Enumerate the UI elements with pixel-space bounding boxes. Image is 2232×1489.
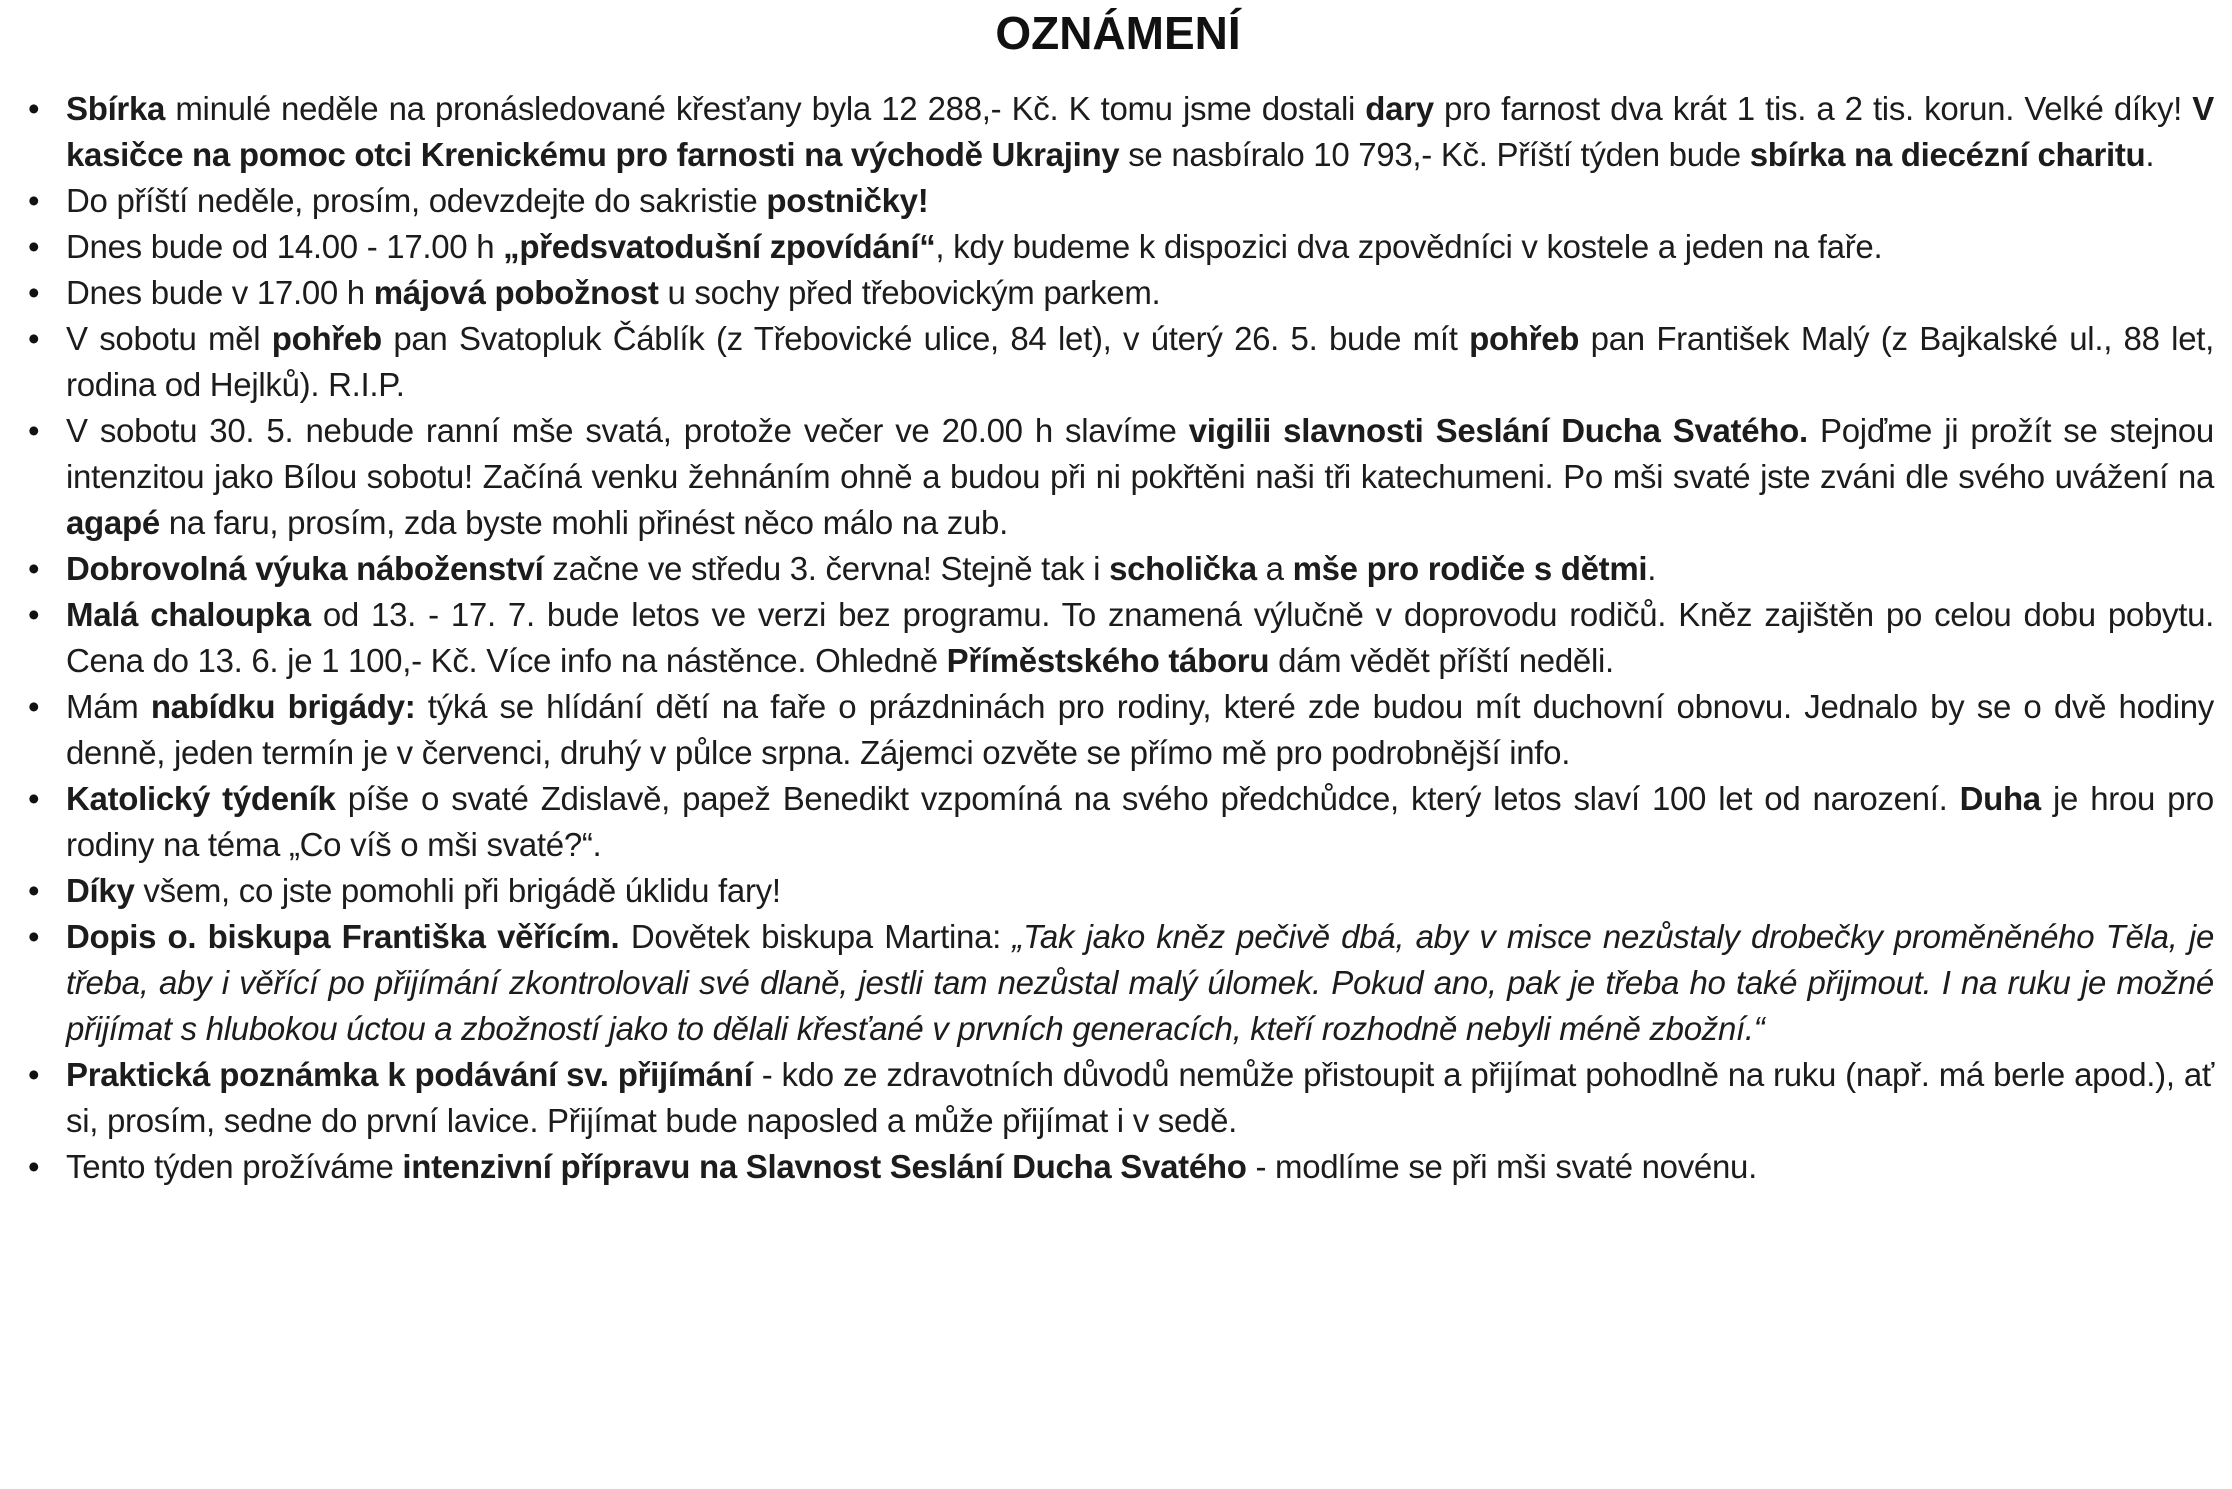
announcement-text: je hrou pro rodiny na téma „Co víš o mši svaté?“. xyxy=(66,780,2214,863)
announcement-item xyxy=(66,408,2214,546)
announcement-item xyxy=(66,776,2214,868)
announcement-text: - kdo ze zdravotních důvodů nemůže přistoupit a přijímat pohodlně na ruku (např. má berle apod.), ať si, prosím, sedne do první lavice. Přijímat bude naposled a může přijímat i v sedě. xyxy=(66,1056,2214,1139)
announcement-text: , kdy budeme k dispozici dva zpovědníci v kostele a jeden na faře. xyxy=(935,228,1883,265)
announcement-emphasis: májová pobožnost xyxy=(373,274,659,311)
announcement-item xyxy=(66,592,2214,684)
announcement-list xyxy=(22,86,2214,1190)
announcement-item xyxy=(66,868,2214,914)
announcement-text: . xyxy=(2145,136,2155,173)
announcement-emphasis: Díky xyxy=(66,872,135,909)
announcement-emphasis: scholička xyxy=(1109,550,1257,587)
announcement-emphasis: agapé xyxy=(66,504,160,541)
announcement-text: Mám xyxy=(66,688,151,725)
announcement-text: pan Svatopluk Čáblík (z Třebovické ulice, 84 let), v úterý 26. 5. bude mít xyxy=(381,320,1470,357)
announcement-text: . xyxy=(1647,550,1657,587)
announcement-item xyxy=(66,914,2214,1052)
announcement-text: se nasbíralo 10 793,- Kč. Příští týden bude xyxy=(1119,136,1750,173)
announcement-text: Tento týden prožíváme xyxy=(66,1148,403,1185)
announcement-text: u sochy před třebovickým parkem. xyxy=(658,274,1161,311)
announcement-text: všem, co jste pomohli při brigádě úklidu fary! xyxy=(134,872,781,909)
announcement-emphasis: dary xyxy=(1365,90,1434,127)
announcement-item xyxy=(66,270,2214,316)
announcement-text: Do příští neděle, prosím, odevzdejte do sakristie xyxy=(66,182,767,219)
announcement-text: a xyxy=(1256,550,1293,587)
announcement-emphasis: „předsvatodušní zpovídání“ xyxy=(503,228,936,265)
announcement-item xyxy=(66,178,2214,224)
announcement-emphasis: pohřeb xyxy=(1469,320,1580,357)
announcement-text: Pojďme ji prožít se stejnou intenzitou jako Bílou sobotu! Začíná venku žehnáním ohně a budou při ni pokřtěni naši tři katechumeni. Po mši svaté jste zváni dle svého uvážení na xyxy=(66,412,2214,495)
announcement-emphasis: mše pro rodiče s dětmi xyxy=(1292,550,1648,587)
announcement-emphasis: Praktická poznámka k podávání sv. přijímání xyxy=(66,1056,753,1093)
announcement-text: pan František Malý (z Bajkalské ul., 88 let, rodina od Hejlků). R.I.P. xyxy=(66,320,2214,403)
announcement-item xyxy=(66,316,2214,408)
announcement-item xyxy=(66,86,2214,178)
announcement-quote: „Tak jako kněz pečivě dbá, aby v misce nezůstaly drobečky proměněného Těla, je třeba, aby i věřící po přijímání zkontrolovali své dlaně, jestli tam nezůstal malý úlomek. Pokud ano, pak je třeba ho také přijmout. I na ruku je možné přijímat s hlubokou úctou a zbožností jako to dělali křesťané v prvních generacích, kteří rozhodně nebyli méně zbožní.“ xyxy=(66,918,2214,1047)
announcement-text: na faru, prosím, zda byste mohli přinést něco málo na zub. xyxy=(159,504,1008,541)
announcement-text: - modlíme se při mši svaté novénu. xyxy=(1246,1148,1757,1185)
announcement-emphasis: vigilii slavnosti Seslání Ducha Svatého. xyxy=(1188,412,1808,449)
announcement-text: píše o svaté Zdislavě, papež Benedikt vzpomíná na svého předchůdce, který letos slaví 100 let od narození. xyxy=(335,780,1960,817)
page-title: OZNÁMENÍ xyxy=(995,7,1241,59)
announcement-text: začne ve středu 3. června! Stejně tak i xyxy=(543,550,1110,587)
announcement-text: Dnes bude od 14.00 - 17.00 h xyxy=(66,228,504,265)
announcement-text: minulé neděle na pronásledované křesťany byla 12 288,- Kč. K tomu jsme dostali xyxy=(165,90,1366,127)
announcement-emphasis: intenzivní přípravu na Slavnost Seslání Ducha Svatého xyxy=(402,1148,1247,1185)
announcement-text: Dnes bude v 17.00 h xyxy=(66,274,374,311)
announcement-text: Dovětek biskupa Martina: xyxy=(619,918,1013,955)
announcement-emphasis: pohřeb xyxy=(271,320,382,357)
announcement-emphasis: sbírka na diecézní charitu xyxy=(1749,136,2146,173)
announcement-item xyxy=(66,546,2214,592)
announcement-emphasis: Příměstského táboru xyxy=(946,642,1270,679)
announcement-emphasis: Malá chaloupka xyxy=(66,596,311,633)
announcement-text: V sobotu měl xyxy=(66,320,272,357)
announcement-emphasis: Duha xyxy=(1959,780,2041,817)
announcement-emphasis: V kasičce na pomoc otci Krenickému pro farnosti na východě Ukrajiny xyxy=(66,90,2214,173)
announcement-text: dám vědět příští neděli. xyxy=(1269,642,1614,679)
announcement-item xyxy=(66,684,2214,776)
announcement-emphasis: postničky! xyxy=(766,182,929,219)
announcement-emphasis: Katolický týdeník xyxy=(66,780,336,817)
announcement-emphasis: Sbírka xyxy=(66,90,166,127)
announcement-item xyxy=(66,224,2214,270)
announcement-text: V sobotu 30. 5. nebude ranní mše svatá, protože večer ve 20.00 h slavíme xyxy=(66,412,1189,449)
announcement-item xyxy=(66,1052,2214,1144)
announcement-text: pro farnost dva krát 1 tis. a 2 tis. korun. Velké díky! xyxy=(1433,90,2193,127)
announcement-text: od 13. - 17. 7. bude letos ve verzi bez programu. To znamená výlučně v doprovodu rodičů. Kněz zajištěn po celou dobu pobytu. Cena do 13. 6. je 1 100,- Kč. Více info na nástěnce. Ohledně xyxy=(66,596,2215,679)
announcement-text: týká se hlídání dětí na faře o prázdninách pro rodiny, které zde budou mít duchovní obnovu. Jednalo by se o dvě hodiny denně, jeden termín je v červenci, druhý v půlce srpna. Zájemci ozvěte se přímo mě pro podrobnější info. xyxy=(66,688,2214,771)
announcement-item xyxy=(66,1144,2214,1190)
announcement-emphasis: nabídku brigády: xyxy=(150,688,416,725)
announcement-emphasis: Dobrovolná výuka náboženství xyxy=(66,550,544,587)
announcement-emphasis: Dopis o. biskupa Františka věřícím. xyxy=(66,918,620,955)
